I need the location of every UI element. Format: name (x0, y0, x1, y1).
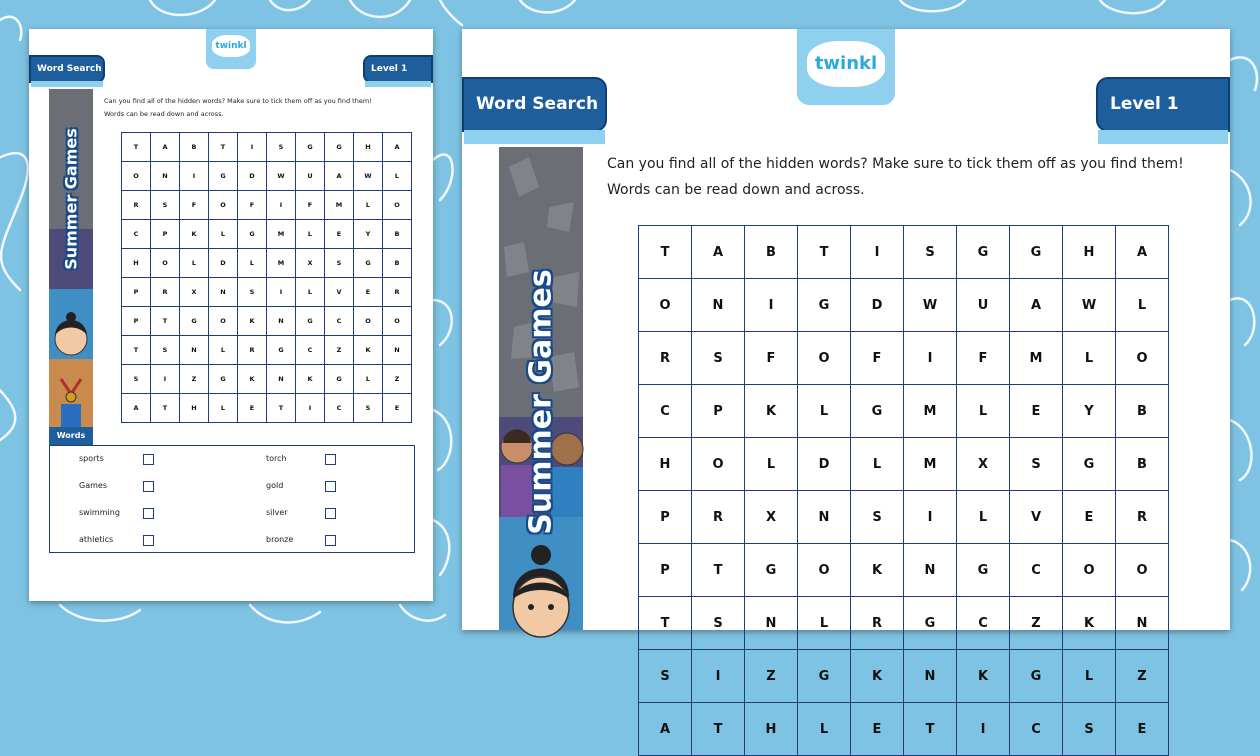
grid-cell[interactable]: N (209, 278, 238, 307)
grid-cell[interactable]: F (745, 332, 798, 385)
grid-cell[interactable]: O (354, 307, 383, 336)
side-title: Summer Games (523, 269, 559, 535)
grid-cell[interactable]: K (180, 220, 209, 249)
grid-cell[interactable]: O (383, 307, 412, 336)
grid-cell[interactable]: P (122, 278, 151, 307)
grid-cell[interactable]: L (180, 249, 209, 278)
grid-cell[interactable]: H (122, 249, 151, 278)
grid-row (639, 703, 1169, 756)
grid-cell[interactable]: L (296, 278, 325, 307)
grid-cell[interactable]: R (639, 332, 692, 385)
word-item: Games (79, 481, 107, 490)
grid-cell[interactable]: T (692, 703, 745, 756)
instruction-line-2: Words can be read down and across. (607, 182, 865, 198)
header-title: Word Search (37, 64, 102, 74)
grid-cell[interactable]: E (238, 394, 267, 423)
grid-cell[interactable]: G (957, 226, 1010, 279)
grid-cell[interactable]: T (122, 336, 151, 365)
grid-cell[interactable]: K (238, 365, 267, 394)
grid-cell[interactable]: L (745, 438, 798, 491)
grid-cell[interactable]: G (325, 133, 354, 162)
twinkl-logo: twinkl (807, 41, 885, 87)
grid-cell[interactable]: L (798, 597, 851, 650)
grid-cell[interactable]: O (151, 249, 180, 278)
grid-cell[interactable]: G (798, 279, 851, 332)
grid-cell[interactable]: N (798, 491, 851, 544)
grid-cell[interactable]: V (325, 278, 354, 307)
grid-cell[interactable]: X (296, 249, 325, 278)
grid-cell[interactable]: A (383, 133, 412, 162)
grid-cell[interactable]: T (904, 703, 957, 756)
grid-cell[interactable]: R (238, 336, 267, 365)
grid-cell[interactable]: N (904, 544, 957, 597)
grid-cell[interactable]: K (296, 365, 325, 394)
grid-cell[interactable]: L (354, 191, 383, 220)
grid-cell[interactable]: D (798, 438, 851, 491)
grid-cell[interactable]: N (745, 597, 798, 650)
grid-cell[interactable]: L (296, 220, 325, 249)
grid-cell[interactable]: L (209, 394, 238, 423)
grid-cell[interactable]: K (851, 544, 904, 597)
grid-cell[interactable]: L (209, 336, 238, 365)
grid-cell[interactable]: S (904, 226, 957, 279)
grid-cell[interactable]: V (1010, 491, 1063, 544)
grid-cell[interactable]: S (639, 650, 692, 703)
grid-cell[interactable]: Z (325, 336, 354, 365)
grid-row (122, 249, 412, 278)
grid-cell[interactable]: K (238, 307, 267, 336)
grid-cell[interactable]: L (1116, 279, 1169, 332)
grid-cell[interactable]: Z (1116, 650, 1169, 703)
grid-cell[interactable]: Z (180, 365, 209, 394)
grid-cell[interactable]: Z (383, 365, 412, 394)
grid-cell[interactable]: L (957, 385, 1010, 438)
grid-cell[interactable]: R (1116, 491, 1169, 544)
grid-cell[interactable]: B (383, 249, 412, 278)
grid-cell[interactable]: P (639, 491, 692, 544)
grid-cell[interactable]: H (639, 438, 692, 491)
logo-tab (206, 29, 256, 69)
grid-cell[interactable]: I (957, 703, 1010, 756)
grid-cell[interactable]: B (745, 226, 798, 279)
grid-cell[interactable]: T (209, 133, 238, 162)
grid-cell[interactable]: R (851, 597, 904, 650)
grid-cell[interactable]: M (904, 438, 957, 491)
grid-cell[interactable]: G (209, 162, 238, 191)
grid-cell[interactable]: F (238, 191, 267, 220)
grid-cell[interactable]: S (1010, 438, 1063, 491)
grid-cell[interactable]: T (267, 394, 296, 423)
word-checkbox[interactable] (325, 481, 336, 492)
grid-cell[interactable]: U (957, 279, 1010, 332)
grid-cell[interactable]: R (383, 278, 412, 307)
grid-cell[interactable]: E (325, 220, 354, 249)
grid-cell[interactable]: O (639, 279, 692, 332)
grid-cell[interactable]: L (238, 249, 267, 278)
word-checkbox[interactable] (143, 535, 154, 546)
grid-cell[interactable]: H (745, 703, 798, 756)
grid-cell[interactable]: O (122, 162, 151, 191)
grid-cell[interactable]: O (798, 332, 851, 385)
word-item: sports (79, 454, 104, 463)
grid-row (639, 385, 1169, 438)
grid-cell[interactable]: O (1063, 544, 1116, 597)
grid-cell[interactable]: L (798, 385, 851, 438)
grid-cell[interactable]: G (1010, 650, 1063, 703)
grid-cell[interactable]: A (151, 133, 180, 162)
grid-cell[interactable]: I (904, 332, 957, 385)
level-label: Level 1 (371, 64, 408, 74)
grid-cell[interactable]: P (692, 385, 745, 438)
grid-cell[interactable]: T (122, 133, 151, 162)
grid-row (639, 438, 1169, 491)
instructions (104, 95, 424, 121)
word-item: torch (266, 454, 287, 463)
grid-cell[interactable]: I (238, 133, 267, 162)
grid-cell[interactable]: A (692, 226, 745, 279)
grid-row (122, 133, 412, 162)
grid-cell[interactable]: T (639, 226, 692, 279)
grid-cell[interactable]: G (798, 650, 851, 703)
word-item: swimming (79, 508, 120, 517)
grid-cell[interactable]: L (383, 162, 412, 191)
grid-cell[interactable]: C (296, 336, 325, 365)
grid-cell[interactable]: W (904, 279, 957, 332)
grid-row (639, 544, 1169, 597)
grid-cell[interactable]: Y (354, 220, 383, 249)
grid-row (122, 307, 412, 336)
grid-cell[interactable]: O (1116, 332, 1169, 385)
grid-cell[interactable]: S (267, 133, 296, 162)
side-title: Summer Games (61, 128, 81, 270)
grid-cell[interactable]: I (151, 365, 180, 394)
grid-cell[interactable]: K (851, 650, 904, 703)
grid-cell[interactable]: O (1116, 544, 1169, 597)
grid-cell[interactable]: S (151, 191, 180, 220)
grid-cell[interactable]: S (692, 332, 745, 385)
grid-cell[interactable]: O (209, 191, 238, 220)
grid-cell[interactable]: L (1063, 650, 1116, 703)
grid-cell[interactable]: Z (745, 650, 798, 703)
grid-cell[interactable]: W (1063, 279, 1116, 332)
grid-cell[interactable]: N (151, 162, 180, 191)
grid-cell[interactable]: T (798, 226, 851, 279)
grid-cell[interactable]: I (745, 279, 798, 332)
grid-cell[interactable]: N (383, 336, 412, 365)
grid-cell[interactable]: B (383, 220, 412, 249)
level-tab (363, 55, 433, 83)
grid-cell[interactable]: N (1116, 597, 1169, 650)
grid-cell[interactable]: O (798, 544, 851, 597)
grid-cell[interactable]: I (267, 278, 296, 307)
grid-cell[interactable]: C (957, 597, 1010, 650)
grid-cell[interactable]: S (354, 394, 383, 423)
grid-cell[interactable]: E (1010, 385, 1063, 438)
word-checkbox[interactable] (325, 535, 336, 546)
grid-cell[interactable]: L (354, 365, 383, 394)
grid-cell[interactable]: P (122, 307, 151, 336)
grid-row (639, 491, 1169, 544)
worksheet (462, 29, 1230, 737)
header-title: Word Search (476, 94, 599, 114)
grid-cell[interactable]: C (325, 394, 354, 423)
grid-cell[interactable]: Y (1063, 385, 1116, 438)
grid-cell[interactable]: B (1116, 385, 1169, 438)
grid-cell[interactable]: G (745, 544, 798, 597)
worksheet-thumbnail (29, 29, 433, 601)
grid-cell[interactable]: X (957, 438, 1010, 491)
grid-cell[interactable]: N (267, 365, 296, 394)
grid-cell[interactable]: H (1063, 226, 1116, 279)
instruction-line-1: Can you find all of the hidden words? Make sure to tick them off as you find them! (607, 156, 1184, 172)
grid-row (122, 220, 412, 249)
grid-cell[interactable]: N (180, 336, 209, 365)
athlete-illustration (49, 299, 93, 429)
grid-cell[interactable]: E (383, 394, 412, 423)
grid-row (122, 191, 412, 220)
grid-row (639, 279, 1169, 332)
word-checkbox[interactable] (325, 508, 336, 519)
grid-cell[interactable]: H (354, 133, 383, 162)
grid-cell[interactable]: B (180, 133, 209, 162)
grid-cell[interactable]: L (1063, 332, 1116, 385)
grid-cell[interactable]: S (1063, 703, 1116, 756)
grid-cell[interactable]: G (354, 249, 383, 278)
grid-row (639, 597, 1169, 650)
grid-cell[interactable]: D (238, 162, 267, 191)
grid-cell[interactable]: L (209, 220, 238, 249)
grid-cell[interactable]: I (904, 491, 957, 544)
grid-cell[interactable]: C (639, 385, 692, 438)
grid-cell[interactable]: O (383, 191, 412, 220)
grid-cell[interactable]: S (151, 336, 180, 365)
word-item: silver (266, 508, 288, 517)
instruction-line-2: Words can be read down and across. (104, 110, 224, 118)
grid-cell[interactable]: E (1063, 491, 1116, 544)
grid-cell[interactable]: O (209, 307, 238, 336)
athlete-illustration (499, 537, 583, 630)
grid-cell[interactable]: W (267, 162, 296, 191)
grid-cell[interactable]: I (851, 226, 904, 279)
grid-cell[interactable]: B (1116, 438, 1169, 491)
grid-cell[interactable]: R (692, 491, 745, 544)
grid-cell[interactable]: K (745, 385, 798, 438)
grid-cell[interactable]: E (354, 278, 383, 307)
grid-cell[interactable]: L (851, 438, 904, 491)
grid-cell[interactable]: X (745, 491, 798, 544)
header-title-tab (29, 55, 105, 83)
grid-cell[interactable]: M (267, 249, 296, 278)
grid-cell[interactable]: N (267, 307, 296, 336)
grid-row (639, 226, 1169, 279)
grid-cell[interactable]: D (209, 249, 238, 278)
grid-cell[interactable]: U (296, 162, 325, 191)
grid-cell[interactable]: G (957, 544, 1010, 597)
grid-cell[interactable]: W (354, 162, 383, 191)
grid-cell[interactable]: T (151, 394, 180, 423)
grid-cell[interactable]: C (325, 307, 354, 336)
grid-cell[interactable]: X (180, 278, 209, 307)
word-item: gold (266, 481, 284, 490)
grid-cell[interactable]: S (851, 491, 904, 544)
grid-cell[interactable]: E (851, 703, 904, 756)
grid-cell[interactable]: T (151, 307, 180, 336)
grid-cell[interactable]: S (122, 365, 151, 394)
grid-cell[interactable]: D (851, 279, 904, 332)
grid-cell[interactable]: G (267, 336, 296, 365)
word-checkbox[interactable] (143, 454, 154, 465)
level-tab (1096, 77, 1230, 132)
word-list-label: Words (49, 427, 93, 445)
grid-cell[interactable]: Z (1010, 597, 1063, 650)
word-checkbox[interactable] (143, 508, 154, 519)
grid-cell[interactable]: F (957, 332, 1010, 385)
grid-cell[interactable]: I (180, 162, 209, 191)
grid-cell[interactable]: G (1063, 438, 1116, 491)
grid-cell[interactable]: P (639, 544, 692, 597)
grid-cell[interactable]: C (122, 220, 151, 249)
grid-cell[interactable]: S (692, 597, 745, 650)
grid-cell[interactable]: A (122, 394, 151, 423)
twinkl-logo: twinkl (212, 35, 250, 57)
grid-cell[interactable]: I (296, 394, 325, 423)
grid-cell[interactable]: G (209, 365, 238, 394)
grid-cell[interactable]: K (957, 650, 1010, 703)
grid-row (122, 162, 412, 191)
grid-cell[interactable]: K (354, 336, 383, 365)
grid-row (122, 278, 412, 307)
grid-cell[interactable]: L (798, 703, 851, 756)
grid-cell[interactable]: F (851, 332, 904, 385)
grid-cell[interactable]: P (151, 220, 180, 249)
grid-row (122, 336, 412, 365)
grid-cell[interactable]: M (904, 385, 957, 438)
grid-cell[interactable]: I (267, 191, 296, 220)
grid-cell[interactable]: L (957, 491, 1010, 544)
grid-cell[interactable]: T (639, 597, 692, 650)
grid-cell[interactable]: E (1116, 703, 1169, 756)
grid-cell[interactable]: S (238, 278, 267, 307)
side-banner (499, 147, 583, 630)
grid-row (122, 365, 412, 394)
instructions (607, 151, 1217, 203)
grid-cell[interactable]: G (180, 307, 209, 336)
grid-cell[interactable]: M (267, 220, 296, 249)
grid-cell[interactable]: G (325, 365, 354, 394)
header-title-tab (462, 77, 607, 132)
grid-cell[interactable]: K (1063, 597, 1116, 650)
grid-cell[interactable]: I (692, 650, 745, 703)
grid-row (639, 650, 1169, 703)
grid-cell[interactable]: T (692, 544, 745, 597)
grid-cell[interactable]: H (180, 394, 209, 423)
grid-cell[interactable]: R (122, 191, 151, 220)
grid-cell[interactable]: R (151, 278, 180, 307)
grid-cell[interactable]: G (904, 597, 957, 650)
level-label: Level 1 (1110, 94, 1179, 114)
word-grid (638, 225, 1169, 756)
grid-cell[interactable]: G (296, 133, 325, 162)
grid-row (639, 332, 1169, 385)
word-item: athletics (79, 535, 114, 544)
grid-cell[interactable]: M (325, 191, 354, 220)
grid-cell[interactable]: F (296, 191, 325, 220)
grid-cell[interactable]: A (1116, 226, 1169, 279)
word-checkbox[interactable] (143, 481, 154, 492)
grid-cell[interactable]: G (1010, 226, 1063, 279)
grid-cell[interactable]: G (851, 385, 904, 438)
word-checkbox[interactable] (325, 454, 336, 465)
grid-cell[interactable]: O (692, 438, 745, 491)
word-grid-small (121, 132, 412, 423)
instruction-line-1: Can you find all of the hidden words? Make sure to tick them off as you find them! (104, 97, 372, 105)
grid-cell[interactable]: G (296, 307, 325, 336)
grid-cell[interactable]: M (1010, 332, 1063, 385)
logo-tab (797, 29, 895, 105)
grid-cell[interactable]: S (325, 249, 354, 278)
grid-cell[interactable]: N (692, 279, 745, 332)
grid-cell[interactable]: N (904, 650, 957, 703)
grid-cell[interactable]: A (325, 162, 354, 191)
word-item: bronze (266, 535, 294, 544)
grid-cell[interactable]: C (1010, 544, 1063, 597)
side-banner (49, 89, 93, 429)
grid-row (122, 394, 412, 423)
grid-cell[interactable]: A (1010, 279, 1063, 332)
grid-cell[interactable]: C (1010, 703, 1063, 756)
grid-cell[interactable]: G (238, 220, 267, 249)
grid-cell[interactable]: A (639, 703, 692, 756)
grid-cell[interactable]: F (180, 191, 209, 220)
